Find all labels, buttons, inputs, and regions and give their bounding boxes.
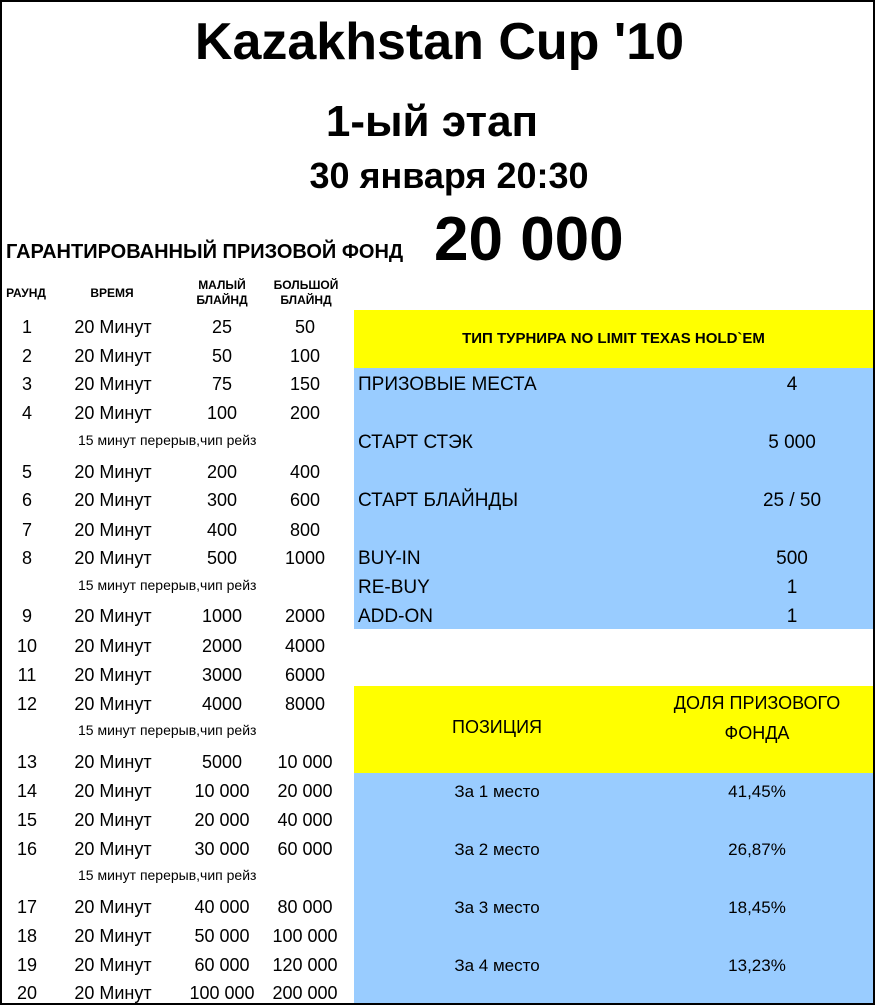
- level-big-blind: 40 000: [277, 810, 333, 830]
- prize-position-header: ПОЗИЦИЯ: [452, 717, 542, 737]
- info-label: RE-BUY: [358, 577, 430, 598]
- info-label: BUY-IN: [358, 548, 421, 569]
- level-row: [2, 399, 352, 428]
- level-small-blind: 4000: [201, 694, 243, 714]
- break-note: 15 минут перерыв,чип рейз: [78, 432, 257, 448]
- level-round: 7: [21, 520, 32, 540]
- column-header-big-blind: БОЛЬШОЙ БЛАЙНД: [273, 278, 339, 307]
- level-time: 20 Минут: [74, 548, 152, 568]
- level-small-blind: 75: [211, 374, 233, 394]
- level-time: 20 Минут: [74, 781, 152, 801]
- break-note: 15 минут перерыв,чип рейз: [78, 722, 257, 738]
- level-big-blind: 10 000: [277, 752, 333, 772]
- level-row: [2, 661, 352, 690]
- level-big-blind: 400: [289, 462, 321, 482]
- level-small-blind: 100 000: [189, 983, 255, 1003]
- prize-share: 41,45%: [728, 782, 786, 801]
- level-time: 20 Минут: [74, 694, 152, 714]
- level-small-blind: 5000: [201, 752, 243, 772]
- level-time: 20 Минут: [74, 955, 152, 975]
- level-round: 9: [21, 606, 32, 626]
- prize-share-header: ДОЛЯ ПРИЗОВОГО ФОНДА: [673, 693, 841, 743]
- level-small-blind: 2000: [201, 636, 243, 656]
- level-time: 20 Минут: [74, 983, 152, 1003]
- info-label: ПРИЗОВЫЕ МЕСТА: [358, 374, 537, 395]
- level-big-blind: 200: [289, 403, 321, 423]
- level-round: 16: [16, 839, 38, 859]
- level-big-blind: 2000: [284, 606, 326, 626]
- level-round: 17: [16, 897, 38, 917]
- level-round: 8: [21, 548, 32, 568]
- level-row: [2, 893, 352, 922]
- break-note: 15 минут перерыв,чип рейз: [78, 867, 257, 883]
- column-header-small-blind: МАЛЫЙ БЛАЙНД: [196, 278, 248, 307]
- level-round: 3: [21, 374, 32, 394]
- level-round: 20: [16, 983, 38, 1003]
- prize-share: 18,45%: [728, 898, 786, 917]
- level-big-blind: 8000: [284, 694, 326, 714]
- level-row: [2, 486, 352, 515]
- level-small-blind: 30 000: [194, 839, 250, 859]
- prize-position: За 4 место: [454, 956, 540, 975]
- level-row: [2, 544, 352, 573]
- level-small-blind: 40 000: [194, 897, 250, 917]
- level-round: 12: [16, 694, 38, 714]
- level-big-blind: 120 000: [272, 955, 338, 975]
- level-round: 14: [16, 781, 38, 801]
- level-row: [2, 342, 352, 371]
- prize-share: 26,87%: [728, 840, 786, 859]
- info-label: ADD-ON: [358, 606, 433, 627]
- level-row: [2, 806, 352, 835]
- level-small-blind: 200: [206, 462, 238, 482]
- level-time: 20 Минут: [74, 926, 152, 946]
- level-big-blind: 600: [289, 490, 321, 510]
- event-date: 30 января 20:30: [309, 155, 589, 196]
- info-label: СТАРТ БЛАЙНДЫ: [358, 490, 519, 511]
- level-time: 20 Минут: [74, 897, 152, 917]
- level-round: 18: [16, 926, 38, 946]
- level-row: [2, 777, 352, 806]
- prize-position: За 3 место: [454, 898, 540, 917]
- level-small-blind: 25: [211, 317, 233, 337]
- level-small-blind: 10 000: [194, 781, 250, 801]
- level-small-blind: 400: [206, 520, 238, 540]
- level-row: [2, 748, 352, 777]
- level-time: 20 Минут: [74, 317, 152, 337]
- level-time: 20 Минут: [74, 606, 152, 626]
- level-big-blind: 100 000: [272, 926, 338, 946]
- level-big-blind: 4000: [284, 636, 326, 656]
- level-time: 20 Минут: [74, 490, 152, 510]
- level-round: 4: [21, 403, 32, 423]
- prize-share: 13,23%: [728, 956, 786, 975]
- level-big-blind: 1000: [284, 548, 326, 568]
- info-row: [354, 428, 873, 457]
- level-small-blind: 3000: [201, 665, 243, 685]
- level-big-blind: 50: [294, 317, 316, 337]
- level-big-blind: 100: [289, 346, 321, 366]
- level-big-blind: 80 000: [277, 897, 333, 917]
- level-row: [2, 370, 352, 399]
- level-row: [2, 516, 352, 545]
- level-round: 15: [16, 810, 38, 830]
- level-time: 20 Минут: [74, 403, 152, 423]
- level-row: [2, 602, 352, 631]
- level-small-blind: 100: [206, 403, 238, 423]
- tournament-type-label: ТИП ТУРНИРА NO LIMIT TEXAS HOLD`EM: [462, 330, 765, 347]
- level-small-blind: 50: [211, 346, 233, 366]
- info-row: [354, 370, 873, 399]
- level-small-blind: 60 000: [194, 955, 250, 975]
- info-value: 5 000: [768, 432, 816, 453]
- prize-position: За 2 место: [454, 840, 540, 859]
- info-row: [354, 602, 873, 631]
- level-round: 10: [16, 636, 38, 656]
- column-header-time: ВРЕМЯ: [90, 286, 134, 300]
- level-time: 20 Минут: [74, 752, 152, 772]
- level-round: 11: [17, 665, 37, 685]
- level-time: 20 Минут: [74, 665, 152, 685]
- info-row: [354, 486, 873, 515]
- level-row: [2, 313, 352, 342]
- break-note: 15 минут перерыв,чип рейз: [78, 577, 257, 593]
- level-big-blind: 150: [289, 374, 321, 394]
- level-time: 20 Минут: [74, 520, 152, 540]
- level-big-blind: 800: [289, 520, 321, 540]
- info-value: 25 / 50: [762, 490, 822, 511]
- level-row: [2, 632, 352, 661]
- level-time: 20 Минут: [74, 839, 152, 859]
- level-round: 1: [21, 317, 32, 337]
- level-row: [2, 922, 352, 951]
- level-big-blind: 60 000: [277, 839, 333, 859]
- guaranteed-fund-amount: 20 000: [434, 205, 624, 274]
- level-time: 20 Минут: [74, 810, 152, 830]
- level-small-blind: 500: [206, 548, 238, 568]
- guaranteed-fund-label: ГАРАНТИРОВАННЫЙ ПРИЗОВОЙ ФОНД: [6, 241, 404, 263]
- stage-title: 1-ый этап: [325, 97, 539, 146]
- info-value: 1: [786, 606, 798, 627]
- info-label: СТАРТ СТЭК: [358, 432, 473, 453]
- level-round: 5: [21, 462, 32, 482]
- level-row: [2, 690, 352, 719]
- info-row: [354, 573, 873, 602]
- level-small-blind: 20 000: [194, 810, 250, 830]
- page-title: Kazakhstan Cup '10: [194, 13, 685, 71]
- level-time: 20 Минут: [74, 374, 152, 394]
- level-row: [2, 458, 352, 487]
- level-small-blind: 50 000: [194, 926, 250, 946]
- level-row: [2, 979, 352, 1005]
- level-round: 13: [16, 752, 38, 772]
- level-big-blind: 20 000: [277, 781, 333, 801]
- level-big-blind: 6000: [284, 665, 326, 685]
- info-value: 500: [776, 548, 808, 569]
- column-header-round: РАУНД: [6, 286, 46, 300]
- level-row: [2, 835, 352, 864]
- info-row: [354, 544, 873, 573]
- level-small-blind: 300: [206, 490, 238, 510]
- level-round: 6: [21, 490, 32, 510]
- info-value: 4: [786, 374, 798, 395]
- level-time: 20 Минут: [74, 636, 152, 656]
- level-row: [2, 951, 352, 980]
- level-round: 19: [16, 955, 38, 975]
- level-small-blind: 1000: [201, 606, 243, 626]
- level-time: 20 Минут: [74, 346, 152, 366]
- info-value: 1: [786, 577, 798, 598]
- level-round: 2: [21, 346, 32, 366]
- prize-position: За 1 место: [454, 782, 540, 801]
- level-big-blind: 200 000: [272, 983, 338, 1003]
- level-time: 20 Минут: [74, 462, 152, 482]
